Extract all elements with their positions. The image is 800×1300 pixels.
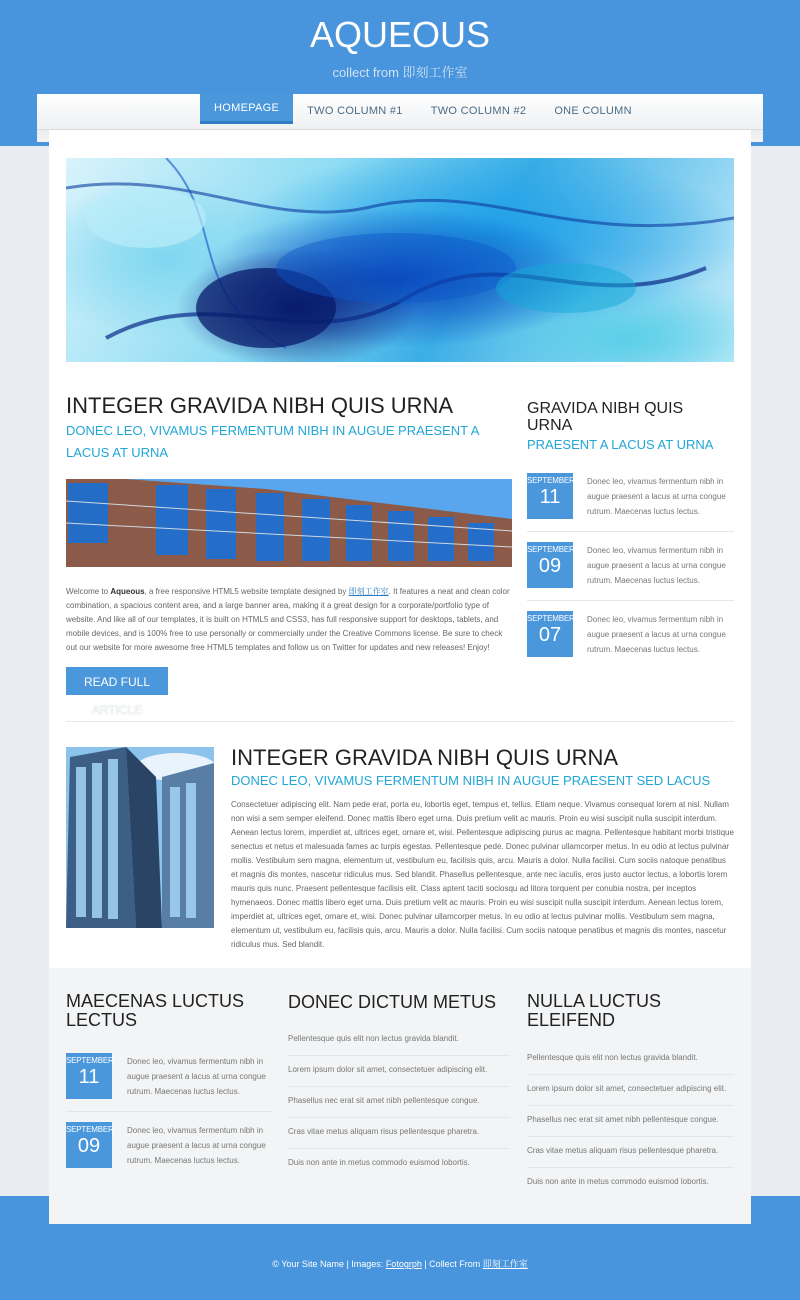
tower-illustration: [66, 747, 214, 928]
nav-item-homepage[interactable]: HOMEPAGE: [200, 94, 293, 124]
footer-copyright: © Your Site Name | Images:: [272, 1259, 386, 1269]
divider: [527, 1105, 734, 1106]
sidebar-news-text-2[interactable]: Donec leo, vivamus fermentum nibh in augue praesent a lacus at urna congue rutrum. Maecenas luctus lectus.: [587, 546, 726, 585]
bottom-col2-link-3[interactable]: Phasellus nec erat sit amet nibh pellentesque congue.: [288, 1096, 480, 1105]
article2-title[interactable]: INTEGER GRAVIDA NIBH QUIS URNA: [231, 745, 619, 770]
article2-image: [66, 747, 214, 928]
read-full-article-label-2[interactable]: ARTICLE: [91, 703, 143, 717]
divider: [288, 1055, 510, 1056]
sidebar-subtitle: PRAESENT A LACUS AT URNA: [527, 437, 714, 452]
sidebar-news-date-1: [527, 473, 573, 519]
sidebar-title: GRAVIDA NIBH QUIS URNA: [527, 400, 684, 434]
bottom-col2-link-1[interactable]: Pellentesque quis elit non lectus gravida blandit.: [288, 1034, 459, 1043]
bottom-col3-link-4[interactable]: Cras vitae metus aliquam risus pellentesque pharetra.: [527, 1146, 719, 1155]
bottom-col1-title: MAECENAS LUCTUS LECTUS: [66, 991, 245, 1030]
site-subtitle: collect from 即刻工作室: [332, 65, 468, 80]
date-month: SEPTEMBER: [527, 614, 575, 623]
brand-name: Aqueous: [110, 587, 145, 596]
divider: [527, 531, 734, 532]
sidebar-news-date-3: [527, 611, 573, 657]
article2-body: Consectetuer adipiscing elit. Nam pede erat, porta eu, lobortis eget, tempus et, tellus. Etiam neque. Vivamus consequat lorem at nisl. Nullam non wisi a sem semper eleifend. Donec mattis libero eget urna. Duis pretium velit ac mauris. Proin eu wisi suscipit nulla suscipit interdum. Aenean lectus lorem, imperdiet at, ultrices eget, ornare et, wisi. Pellentesque adipiscing purus ac magna. Pellentesque habitant morbi tristique senectus et netus et malesuada fames ac turpis egestas. Pellentesque pede. Donec pulvinar ullamcorper metus. In eu odio at lectus pulvinar mollis. Vestibulum sem magna, elementum ut, vestibulum eu, facilisis quis, arcu. Mauris a dolor. Nulla facilisi. Cum sociis natoque penatibus et magnis dis montes, nascetur ridiculus mus. Sed blandit. Phasellus pellentesque, ante nec iaculis, eros justo auctor lectus, a lobortis lorem mauris quis nunc. Praesent pellentesque facilisis elit. Class aptent taciti sociosqu ad litora torquent per conubia nostra, per inceptos hymenaeos. Donec mattis libero eget urna. Duis pretium velit ac mauris. Proin eu wisi suscipit nulla suscipit interdum. Aenean lectus lorem, imperdiet at, ultrices eget, ornare et, wisi. Donec pulvinar ullamcorper metus. In eu odio at lectus pulvinar mollis. Vestibulum sem magna, elementum ut, vestibulum eu, facilisis quis, arcu. Mauris a dolor. Nulla facilisi. Cum sociis natoque penatibus et magnis dis montes, nascetur ridiculus mus. Sed blandit.: [231, 800, 734, 949]
divider: [527, 600, 734, 601]
bottom-col3-link-2[interactable]: Lorem ipsum dolor sit amet, consectetuer adipiscing elit.: [527, 1084, 727, 1093]
divider: [527, 1074, 734, 1075]
date-day: 07: [538, 624, 562, 646]
divider: [288, 1148, 510, 1149]
divider: [527, 1167, 734, 1168]
designer-link[interactable]: 即刻工作室: [348, 587, 389, 596]
date-month: SEPTEMBER: [66, 1125, 114, 1134]
date-day: 11: [78, 1066, 100, 1088]
article1-title[interactable]: INTEGER GRAVIDA NIBH QUIS URNA: [66, 393, 454, 418]
site-title[interactable]: AQUEOUS: [309, 14, 491, 55]
article2-subtitle: DONEC LEO, VIVAMUS FERMENTUM NIBH IN AUGUE PRAESENT SED LACUS: [231, 773, 711, 788]
sidebar-news-date-2: [527, 542, 573, 588]
site-footer: [0, 1257, 800, 1270]
divider: [66, 1111, 272, 1112]
main-nav: [200, 94, 646, 130]
nav-item-two-column-1[interactable]: TWO COLUMN #1: [307, 105, 403, 117]
read-full-article-button[interactable]: [66, 667, 168, 695]
bottom-news-date-2: [66, 1122, 112, 1168]
bottom-col2-link-2[interactable]: Lorem ipsum dolor sit amet, consectetuer adipiscing elit.: [288, 1065, 488, 1074]
banner-swirl: [66, 158, 734, 362]
nav-item-two-column-2[interactable]: TWO COLUMN #2: [430, 105, 527, 117]
section-divider: [66, 721, 734, 722]
date-month: SEPTEMBER: [527, 545, 575, 554]
divider: [288, 1117, 510, 1118]
bottom-col2-title: DONEC DICTUM METUS: [288, 992, 496, 1012]
bottom-news-date-1: [66, 1053, 112, 1099]
footer-images-link[interactable]: Fotogrph: [385, 1259, 422, 1269]
footer-collect: | Collect From: [421, 1259, 483, 1269]
bottom-col2-link-5[interactable]: Duis non ante in metus commodo euismod lobortis.: [288, 1158, 470, 1167]
date-month: SEPTEMBER: [66, 1056, 114, 1065]
building-illustration: [66, 479, 512, 567]
bottom-col3-link-1[interactable]: Pellentesque quis elit non lectus gravida blandit.: [527, 1053, 698, 1062]
read-full-article-label: READ FULL: [83, 675, 151, 689]
bottom-news-text-2[interactable]: Donec leo, vivamus fermentum nibh in augue praesent a lacus at urna congue rutrum. Maecenas luctus lectus.: [127, 1126, 266, 1165]
article1-subtitle: DONEC LEO, VIVAMUS FERMENTUM NIBH IN AUGUE PRAESENT A LACUS AT URNA: [66, 423, 479, 460]
sidebar-news-text-3[interactable]: Donec leo, vivamus fermentum nibh in augue praesent a lacus at urna congue rutrum. Maecenas luctus lectus.: [587, 615, 726, 654]
date-day: 09: [538, 555, 562, 577]
date-month: SEPTEMBER: [527, 476, 575, 485]
bottom-col2-link-4[interactable]: Cras vitae metus aliquam risus pellentesque pharetra.: [288, 1127, 480, 1136]
divider: [288, 1086, 510, 1087]
article1-body: Welcome to Aqueous, a free responsive HTML5 website template designed by 即刻工作室. It features a neat and clean color combination, a spacious content area, and a large banner area, making it a great design for a corporate/portfolio type of website. And like all of our templates, it is built on HTML5 and CSS3, has full responsive support for desktops, tablets, and mobile devices, and is 100% free to use personally or commercially under the Creative Commons license. Be sure to check out our website for more awesome free HTML5 templates and follow us on Twitter for updates and new releases! Enjoy!: [66, 587, 510, 652]
date-day: 09: [77, 1135, 101, 1157]
bottom-col3-link-3[interactable]: Phasellus nec erat sit amet nibh pellentesque congue.: [527, 1115, 719, 1124]
banner-image: [66, 158, 734, 362]
bottom-news-text-1[interactable]: Donec leo, vivamus fermentum nibh in augue praesent a lacus at urna congue rutrum. Maecenas luctus lectus.: [127, 1057, 266, 1096]
bottom-col3-title: NULLA LUCTUS ELEIFEND: [527, 991, 662, 1030]
article1-image: [66, 479, 512, 567]
footer-collect-link[interactable]: 即刻工作室: [482, 1259, 528, 1269]
bottom-col3-link-5[interactable]: Duis non ante in metus commodo euismod lobortis.: [527, 1177, 709, 1186]
divider: [527, 1136, 734, 1137]
date-day: 11: [539, 486, 561, 508]
nav-item-one-column[interactable]: ONE COLUMN: [554, 105, 632, 117]
sidebar-news-text-1[interactable]: Donec leo, vivamus fermentum nibh in augue praesent a lacus at urna congue rutrum. Maecenas luctus lectus.: [587, 477, 726, 516]
